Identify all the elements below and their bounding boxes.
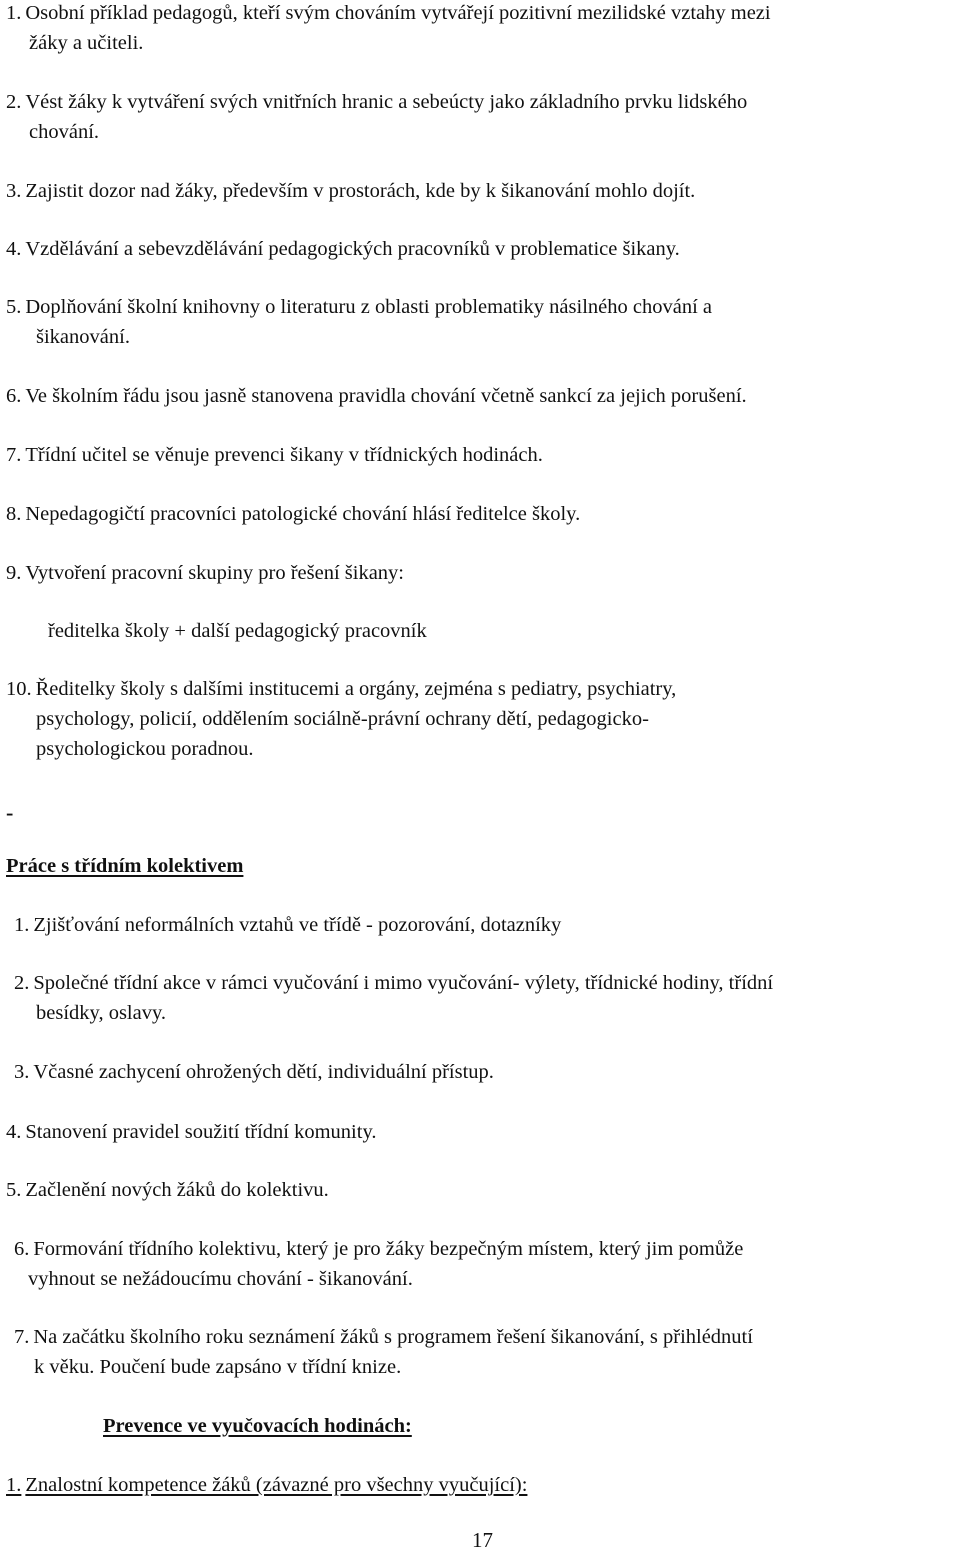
class-item-4: 4. Stanovení pravidel soužití třídní komunity. <box>6 1121 377 1143</box>
list-item-6: 6. Ve školním řádu jsou jasně stanovena pravidla chování včetně sankcí za jejich porušení. <box>6 385 747 407</box>
class-item-3: 3. Včasné zachycení ohrožených dětí, individuální přístup. <box>14 1061 494 1083</box>
list-item-10-cont-2: psychologickou poradnou. <box>36 738 254 760</box>
list-item-1: 1. Osobní příklad pedagogů, kteří svým chováním vytvářejí pozitivní mezilidské vztahy mezi <box>6 2 771 24</box>
section-heading-class-work: Práce s třídním kolektivem <box>6 855 244 877</box>
class-item-6: 6. Formování třídního kolektivu, který je pro žáky bezpečným místem, který jim pomůže <box>14 1238 744 1260</box>
list-item-10: 10. Ředitelky školy s dalšími institucemi a orgány, zejména s pediatry, psychiatry, <box>6 678 677 700</box>
list-item-8: 8. Nepedagogičtí pracovníci patologické chování hlásí ředitelce školy. <box>6 503 581 525</box>
page-number: 17 <box>472 1528 493 1552</box>
list-item-5: 5. Doplňování školní knihovny o literaturu z oblasti problematiky násilného chování a <box>6 296 712 318</box>
list-item-9: 9. Vytvoření pracovní skupiny pro řešení šikany: <box>6 562 404 584</box>
class-item-2: 2. Společné třídní akce v rámci vyučování i mimo vyučování- výlety, třídnické hodiny, třídní <box>14 972 774 994</box>
list-item-1-cont: žáky a učiteli. <box>29 32 144 54</box>
class-item-7: 7. Na začátku školního roku seznámení žáků s programem řešení šikanování, s přihlédnutí <box>14 1326 753 1348</box>
class-item-5: 5. Začlenění nových žáků do kolektivu. <box>6 1179 329 1201</box>
list-item-2: 2. Vést žáky k vytváření svých vnitřních hranic a sebeúcty jako základního prvku lidského <box>6 91 748 113</box>
class-item-6-cont: vyhnout se nežádoucímu chování - šikanování. <box>28 1268 413 1290</box>
class-item-7-cont: k věku. Poučení bude zapsáno v třídní knize. <box>34 1356 402 1378</box>
list-item-7: 7. Třídní učitel se věnuje prevenci šikany v třídnických hodinách. <box>6 444 543 466</box>
section-heading-lesson-prevention: Prevence ve vyučovacích hodinách: <box>103 1415 412 1437</box>
class-item-1: 1. Zjišťování neformálních vztahů ve třídě - pozorování, dotazníky <box>14 914 562 936</box>
list-item-4: 4. Vzdělávání a sebevzdělávání pedagogických pracovníků v problematice šikany. <box>6 238 680 260</box>
list-item-3: 3. Zajistit dozor nad žáky, především v prostorách, kde by k šikanování mohlo dojít. <box>6 180 696 202</box>
list-item-9-sub: ředitelka školy + další pedagogický pracovník <box>48 620 427 642</box>
list-item-5-cont: šikanování. <box>36 326 130 348</box>
class-item-2-cont: besídky, oslavy. <box>36 1002 167 1024</box>
separator-dash: - <box>6 800 14 825</box>
list-item-2-cont: chování. <box>29 121 100 143</box>
lesson-item-1: 1. Znalostní kompetence žáků (závazné pro všechny vyučující): <box>6 1474 528 1496</box>
list-item-10-cont-1: psychology, policií, oddělením sociálně-právní ochrany dětí, pedagogicko- <box>36 708 649 730</box>
